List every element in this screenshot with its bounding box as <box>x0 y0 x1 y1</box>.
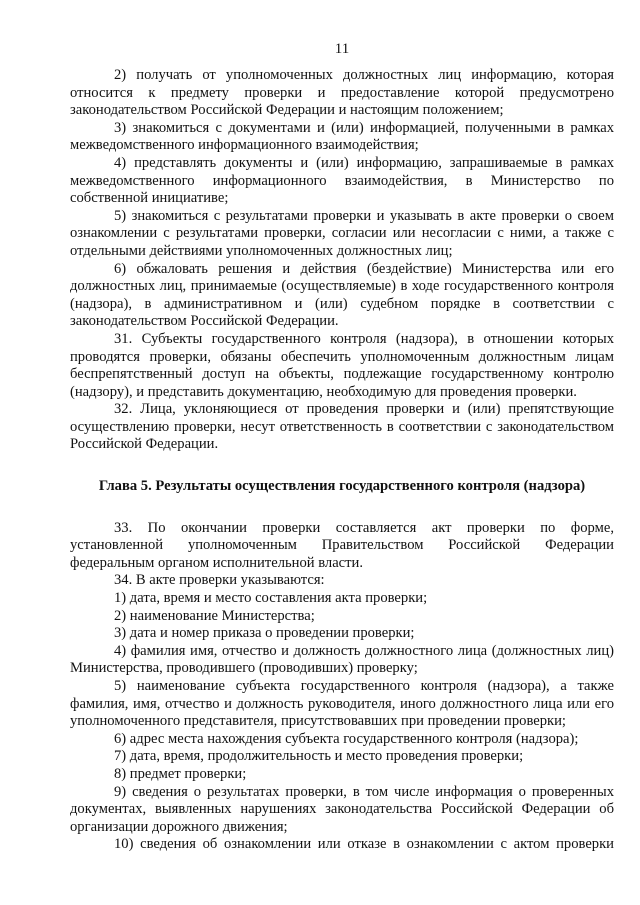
list-item-8: 8) предмет проверки; <box>114 765 247 782</box>
list-item-5: 5) наименование субъекта государственного контроля (надзора), а также фамилия, имя, отчество и должность руководителя, иного должностного лица или его уполномоченного представителя, присутствовавших при проведении проверки; <box>70 678 614 730</box>
paragraph-item-2: 2) получать от уполномоченных должностных лиц информацию, которая относится к предмету проверки и предоставление которой предусмотрено законодательством Российской Федерации и настоящим положением; <box>70 67 614 119</box>
paragraph-item-4: 4) представлять документы и (или) информацию, запрашиваемые в рамках межведомственного информационного взаимодействия, в Министерство по собственной инициативе; <box>70 154 614 207</box>
paragraph-item-6: 6) обжаловать решения и действия (бездействие) Министерства или его должностных лиц, принимаемые (осуществляемые) в ходе государственного контроля (надзора), в административном и (или) судебном порядке в соответствии с законодательством Российской Федерации. <box>70 260 614 330</box>
list-item-2: 2) наименование Министерства; <box>114 607 315 624</box>
paragraph-clause-33: 33. По окончании проверки составляется акт проверки по форме, установленной уполномоченным Правительством Российской Федерации федеральным органом исполнительной власти. <box>70 519 614 571</box>
paragraph-item-5: 5) знакомиться с результатами проверки и указывать в акте проверки о своем ознакомлении с результатами проверки, согласии или несогласии с ними, а также с отдельными действиями уполномоченных должностных лиц; <box>70 207 614 259</box>
section-rights-and-duties <box>70 67 614 454</box>
page-number: 11 <box>334 41 350 57</box>
paragraph-clause-32: 32. Лица, уклоняющиеся от проведения проверки и (или) препятствующие осуществлению проверки, несут ответственность в соответствии с законодательством Российской Федерации. <box>70 401 614 453</box>
list-item-3: 3) дата и номер приказа о проведении проверки; <box>114 625 415 642</box>
list-item-6: 6) адрес места нахождения субъекта государственного контроля (надзора); <box>114 730 579 747</box>
document-page <box>70 40 614 854</box>
section-inspection-results <box>70 520 614 854</box>
list-item-4: 4) фамилия имя, отчество и должность должностного лица (должностных лиц) Министерства, проводившего (проводивших) проверку; <box>70 642 614 677</box>
list-item-1: 1) дата, время и место составления акта проверки; <box>114 590 428 607</box>
list-item-7: 7) дата, время, продолжительность и место проведения проверки; <box>114 748 524 765</box>
list-item-10: 10) сведения об ознакомлении или отказе в ознакомлении с актом проверки <box>114 836 614 853</box>
paragraph-item-3: 3) знакомиться с документами и (или) информацией, полученными в рамках межведомственного информационного взаимодействия; <box>70 119 614 154</box>
paragraph-clause-34: 34. В акте проверки указываются: <box>114 572 325 589</box>
paragraph-clause-31: 31. Субъекты государственного контроля (надзора), в отношении которых проводятся проверки, обязаны обеспечить уполномоченным должностным лицам беспрепятственный доступ на объекты, подлежащие государственному контролю (надзору), и представить документацию, необходимую для проведения проверки. <box>70 330 614 400</box>
chapter-5-title: Глава 5. Результаты осуществления государственного контроля (надзора) <box>98 478 586 495</box>
list-item-9: 9) сведения о результатах проверки, в том числе информация о проверенных документах, выявленных нарушениях законодательства Российской Федерации об организации дорожного движения; <box>70 783 614 835</box>
